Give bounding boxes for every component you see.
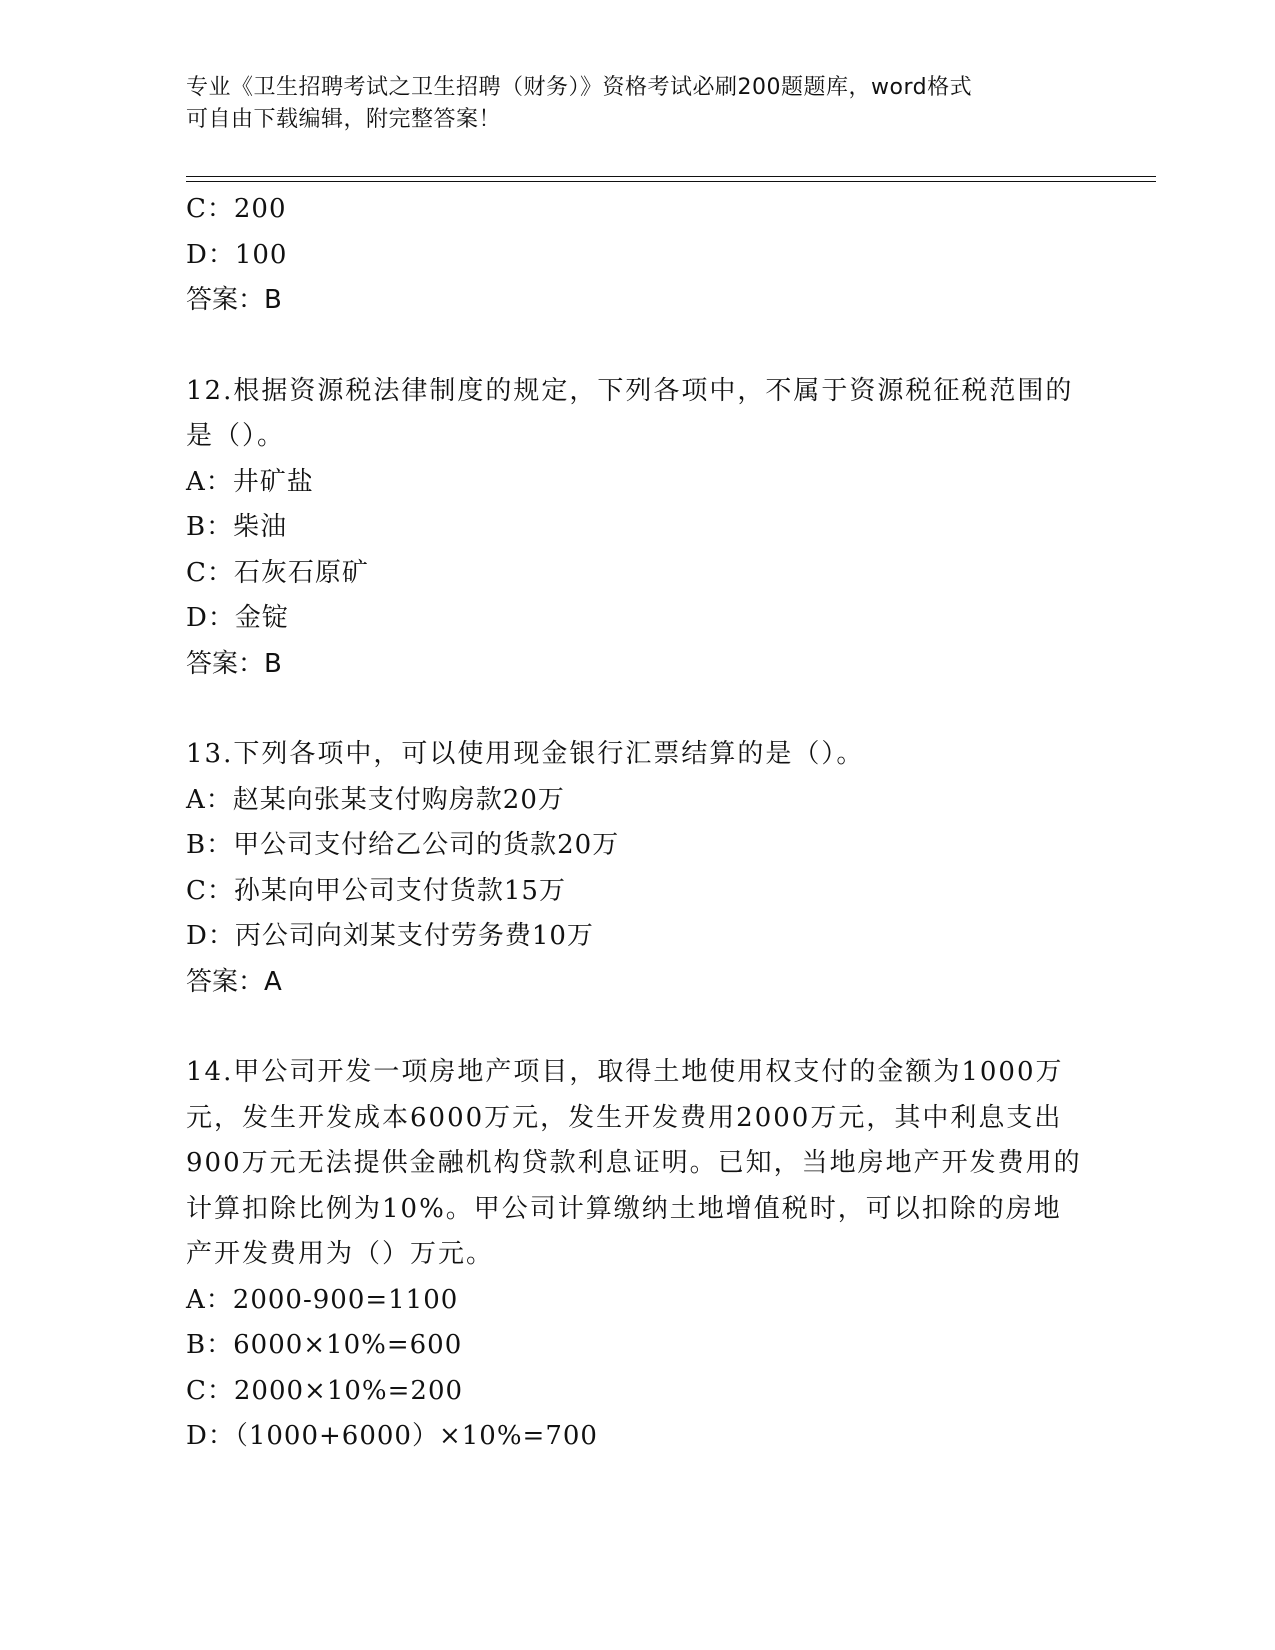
- option-d: D：100: [186, 239, 288, 270]
- question-14: [186, 1050, 1086, 1460]
- spacer: [186, 324, 1086, 369]
- option-d: D：（1000+6000）×10%=700: [186, 1421, 598, 1451]
- answer-line: 答案：B: [186, 285, 282, 315]
- option-d: D：丙公司向刘某支付劳务费10万: [186, 921, 594, 951]
- header-divider-bottom: [186, 181, 1156, 182]
- question-stem: 13.下列各项中，可以使用现金银行汇票结算的是（）。: [186, 739, 865, 769]
- question-13: [186, 732, 1086, 1005]
- option-c: C：2000×10%=200: [186, 1375, 464, 1406]
- spacer: [186, 687, 1086, 732]
- option-b: B：甲公司支付给乙公司的货款20万: [186, 830, 620, 860]
- question-list: [186, 187, 1086, 1460]
- document-header: [186, 72, 1066, 136]
- option-c: C：200: [186, 194, 287, 224]
- answer-line: 答案：B: [186, 648, 282, 679]
- question-stem: 14.甲公司开发一项房地产项目，取得土地使用权支付的金额为1000万元，发生开发成本6000万元，发生开发费用2000万元，其中利息支出900万元无法提供金融机构贷款利息证明。已知，当地房地产开发费用的计算扣除比例为10%。甲公司计算缴纳土地增值税时，可以扣除的房地产开发费用为（）万元。: [186, 1057, 1082, 1269]
- option-b: B：柴油: [186, 512, 288, 542]
- header-title-line-2: 可自由下载编辑，附完整答案！: [186, 107, 502, 132]
- option-c: C：孙某向甲公司支付货款15万: [186, 875, 566, 906]
- question-11-tail: [186, 187, 1086, 324]
- option-a: A：赵某向张某支付购房款20万: [186, 784, 565, 815]
- answer-line: 答案：A: [186, 966, 282, 997]
- header-title-line-1: 专业《卫生招聘考试之卫生招聘（财务）》资格考试必刷200题题库，word格式: [186, 75, 973, 100]
- option-b: B：6000×10%=600: [186, 1330, 463, 1360]
- spacer: [186, 1005, 1086, 1050]
- question-12: [186, 369, 1086, 688]
- option-d: D：金锭: [186, 603, 289, 633]
- option-a: A：2000-900=1100: [186, 1284, 459, 1315]
- question-stem: 12.根据资源税法律制度的规定，下列各项中，不属于资源税征税范围的是（）。: [186, 375, 1074, 451]
- header-divider-top: [186, 176, 1156, 177]
- option-a: A：井矿盐: [186, 466, 314, 497]
- option-c: C：石灰石原矿: [186, 557, 369, 588]
